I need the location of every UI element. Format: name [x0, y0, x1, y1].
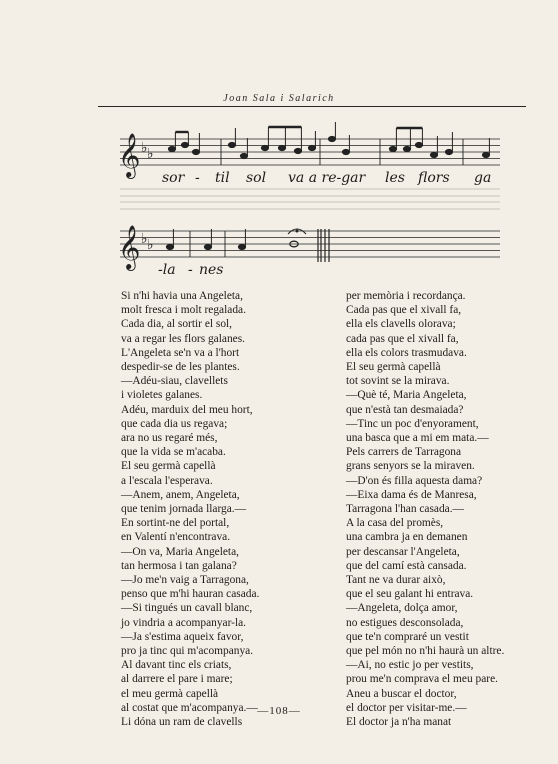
verse-line: —On va, Maria Angeleta,	[121, 545, 239, 558]
verse-line: —Ja s'estima aqueix favor,	[121, 630, 244, 643]
verse-line: Li dóna un ram de clavells	[121, 716, 243, 729]
verse-line: —Què té, Maria Angeleta,	[346, 389, 467, 402]
verse-line: i violetes galanes.	[121, 389, 203, 402]
poem-left-column	[121, 289, 341, 729]
verse-line: El seu germà capellà	[346, 361, 441, 374]
verse-line: pro ja tinc qui m'acompanya.	[121, 645, 254, 658]
verse-line: que del camí està cansada.	[346, 559, 467, 572]
verse-line: en Valentí n'encontrava.	[121, 531, 231, 544]
verse-line: Cada pas que el xivall fa,	[346, 304, 462, 317]
verse-line: —Adéu-siau, clavellets	[121, 375, 228, 388]
verse-line: —Si tingués un cavall blanc,	[121, 602, 253, 615]
treble-clef-icon: 𝄞	[118, 133, 141, 177]
verse-line: Cada dia, al sortir el sol,	[121, 318, 233, 331]
verse-line: ella els colors trasmudava.	[346, 346, 467, 359]
svg-text:♭: ♭	[147, 237, 154, 253]
lyric-syllable: va a re-gar	[288, 170, 366, 186]
verse-line: —Angeleta, dolça amor,	[346, 602, 458, 615]
verse-line: al darrere el pare i mare;	[121, 673, 233, 686]
verse-line: ella els clavells olorava;	[346, 318, 456, 331]
verse-line: no estigues desconsolada,	[346, 616, 464, 629]
verse-line: que tenim jornada llarga.—	[121, 503, 247, 516]
music-notation	[0, 0, 558, 290]
poem-right-column	[346, 289, 558, 729]
lyrics-system-2	[158, 262, 224, 278]
verse-line: que te'n compraré un vestit	[346, 630, 469, 643]
svg-text:♭: ♭	[147, 146, 154, 162]
lyric-syllable: til	[215, 170, 230, 186]
blank-staff-lines	[120, 189, 500, 209]
verse-line: —Eixa dama és de Manresa,	[346, 488, 477, 501]
verse-line: ara no us regaré més,	[121, 432, 218, 445]
verse-line: —Ai, no estic jo per vestits,	[346, 659, 474, 672]
verse-line: cada pas que el xivall fa,	[346, 332, 459, 345]
lyric-syllable: sol	[246, 170, 267, 186]
verse-line: per memòria i recordança.	[346, 290, 466, 302]
verse-line: Al davant tinc els criats,	[121, 659, 232, 672]
verse-line: el doctor per visitar-me.—	[346, 701, 467, 714]
verse-line: molt fresca i molt regalada.	[121, 304, 246, 317]
verse-line: —Anem, anem, Angeleta,	[121, 488, 240, 501]
verse-line: En sortint-ne del portal,	[121, 517, 230, 530]
treble-clef-icon: 𝄞	[118, 225, 141, 269]
lyric-syllable: -	[188, 262, 193, 278]
lyric-syllable: -	[195, 170, 200, 186]
verse-line: a l'escala l'esperava.	[121, 474, 213, 487]
svg-text:♭: ♭	[141, 140, 148, 156]
verse-line: despedir-se de les plantes.	[121, 361, 240, 374]
verse-line: el meu germà capellà	[121, 687, 219, 700]
lyric-syllable: sor	[162, 170, 185, 186]
verse-line: Adéu, marduix del meu hort,	[121, 403, 253, 416]
verse-line: una basca que a mi em mata.—	[346, 432, 489, 445]
verse-line: —Tinc un poc d'enyorament,	[346, 417, 479, 430]
verse-line: una cambra ja en demanen	[346, 531, 468, 544]
notes-system-2	[166, 229, 306, 250]
svg-text:♭: ♭	[141, 231, 148, 247]
verse-line: —D'on és filla aquesta dama?	[346, 474, 483, 487]
verse-line: va a regar les flors galanes.	[121, 332, 245, 345]
page-number: —108—	[257, 705, 301, 717]
verse-line: prou me'n comprava el meu pare.	[346, 673, 498, 686]
running-header: Joan Sala i Salarich	[223, 93, 335, 104]
verse-line: Si n'hi havia una Angeleta,	[121, 290, 243, 302]
verse-line: El doctor ja n'ha manat	[346, 716, 452, 729]
lyric-syllable: nes	[199, 262, 224, 278]
lyric-syllable: les	[385, 170, 405, 186]
lyric-syllable: -la	[158, 262, 176, 278]
lyric-syllable: flors	[418, 170, 450, 186]
verse-line: per descansar l'Angeleta,	[346, 545, 460, 558]
verse-line: grans senyors se la miraven.	[346, 460, 475, 473]
key-signature-flats	[141, 231, 154, 253]
verse-line: —Jo me'n vaig a Tarragona,	[121, 574, 249, 587]
lyrics-system-1	[162, 170, 491, 186]
verse-line: al costat que m'acompanya.—	[121, 701, 258, 714]
verse-line: que pel món no n'hi haurà un altre.	[346, 645, 505, 658]
staff-system-2	[120, 231, 500, 257]
verse-line: L'Angeleta se'n va a l'hort	[121, 346, 240, 359]
verse-line: Aneu a buscar el doctor,	[346, 687, 457, 700]
staff-system-1	[120, 139, 500, 165]
verse-line: tan hermosa i tan galana?	[121, 559, 237, 572]
verse-line: Pels carrers de Tarragona	[346, 446, 462, 459]
verse-line: que n'està tan desmaiada?	[346, 403, 464, 416]
verse-line: que la vida se m'acaba.	[121, 446, 226, 459]
notes-system-1	[168, 122, 489, 159]
verse-line: penso que m'hi hauran casada.	[121, 588, 260, 601]
verse-line: tot sovint se la mirava.	[346, 375, 450, 388]
verse-line: El seu germà capellà	[121, 460, 216, 473]
verse-line: jo vindria a acompanyar-la.	[121, 616, 247, 629]
verse-line: que cada dia us regava;	[121, 417, 228, 430]
verse-line: que el seu galant hi entrava.	[346, 588, 474, 601]
verse-line: A la casa del promès,	[346, 517, 444, 530]
verse-line: Tant ne va durar això,	[346, 574, 446, 587]
lyric-syllable: ga	[474, 170, 492, 186]
verse-line: Tarragona l'han casada.—	[346, 503, 464, 516]
